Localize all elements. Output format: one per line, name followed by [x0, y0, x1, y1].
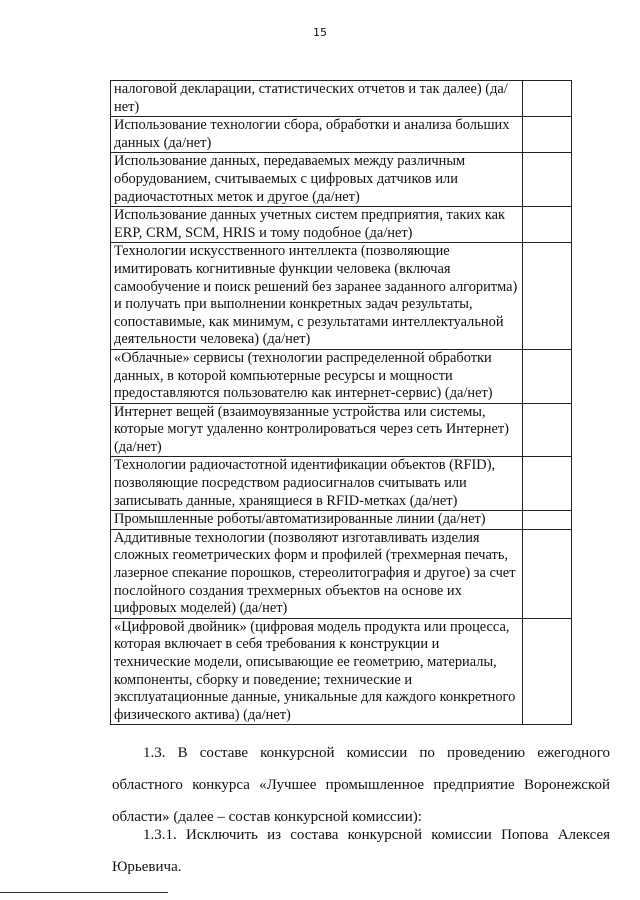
page-number: 15	[313, 26, 327, 39]
criterion-value-cell[interactable]	[523, 81, 572, 117]
table-row	[111, 618, 572, 725]
criterion-value-cell[interactable]	[523, 618, 572, 725]
paragraph-1-3: 1.3. В составе конкурсной комиссии по проведению ежегодного областного конкурса «Лучшее промышленное предприятие Воронежской области» (далее – состав конкурсной комиссии):	[112, 745, 610, 825]
criterion-text: Интернет вещей (взаимоувязанные устройства или системы, которые могут удаленно контролироваться через сеть Интернет) (да/нет)	[111, 403, 523, 457]
criterion-value-cell[interactable]	[523, 243, 572, 350]
criteria-table	[110, 80, 572, 725]
criterion-value-cell[interactable]	[523, 529, 572, 618]
table-row	[111, 403, 572, 457]
criterion-text: Использование технологии сбора, обработки и анализа больших данных (да/нет)	[111, 117, 523, 153]
footnote-divider	[0, 892, 168, 893]
table-row	[111, 529, 572, 618]
criterion-text: налоговой декларации, статистических отчетов и так далее) (да/нет)	[111, 81, 523, 117]
criterion-text: Аддитивные технологии (позволяют изготавливать изделия сложных геометрических форм и профилей (трехмерная печать, лазерное спекание порошков, стереолитография и другое) за счет послойного создания трехмерных объектов на основе их цифровых моделей) (да/нет)	[111, 529, 523, 618]
table-row	[111, 117, 572, 153]
table-row	[111, 457, 572, 511]
criterion-text: Технологии искусственного интеллекта (позволяющие имитировать когнитивные функции человека (включая самообучение и поиск решений без заранее заданного алгоритма) и получать при выполнении конкретных задач результаты, сопоставимые, как минимум, с результатами интеллектуальной деятельности человека) (да/нет)	[111, 243, 523, 350]
table-row	[111, 243, 572, 350]
criterion-value-cell[interactable]	[523, 117, 572, 153]
criterion-text: Использование данных учетных систем предприятия, таких как ERP, CRM, SCM, HRIS и тому подобное (да/нет)	[111, 207, 523, 243]
table-row	[111, 349, 572, 403]
criterion-value-cell[interactable]	[523, 511, 572, 530]
criterion-value-cell[interactable]	[523, 403, 572, 457]
paragraph-1-3-1: 1.3.1. Исключить из состава конкурсной комиссии Попова Алексея Юрьевича.	[112, 827, 610, 875]
criterion-text: «Облачные» сервисы (технологии распределенной обработки данных, в которой компьютерные ресурсы и мощности предоставляются пользователю как интернет-сервис) (да/нет)	[111, 349, 523, 403]
criterion-text: Промышленные роботы/автоматизированные линии (да/нет)	[111, 511, 523, 530]
table-row	[111, 511, 572, 530]
table-row	[111, 81, 572, 117]
criterion-value-cell[interactable]	[523, 457, 572, 511]
table-row	[111, 207, 572, 243]
criterion-value-cell[interactable]	[523, 349, 572, 403]
criterion-text: «Цифровой двойник» (цифровая модель продукта или процесса, которая включает в себя требования к конструкции и технические модели, описывающие ее геометрию, материалы, компоненты, сборку и поведение; технические и эксплуатационные данные, уникальные для каждого конкретного физического актива) (да/нет)	[111, 618, 523, 725]
criterion-value-cell[interactable]	[523, 207, 572, 243]
criterion-text: Использование данных, передаваемых между различным оборудованием, считываемых с цифровых датчиков или радиочастотных меток и другое (да/нет)	[111, 153, 523, 207]
criterion-value-cell[interactable]	[523, 153, 572, 207]
criterion-text: Технологии радиочастотной идентификации объектов (RFID), позволяющие посредством радиосигналов считывать или записывать данные, хранящиеся в RFID-метках (да/нет)	[111, 457, 523, 511]
table-row	[111, 153, 572, 207]
